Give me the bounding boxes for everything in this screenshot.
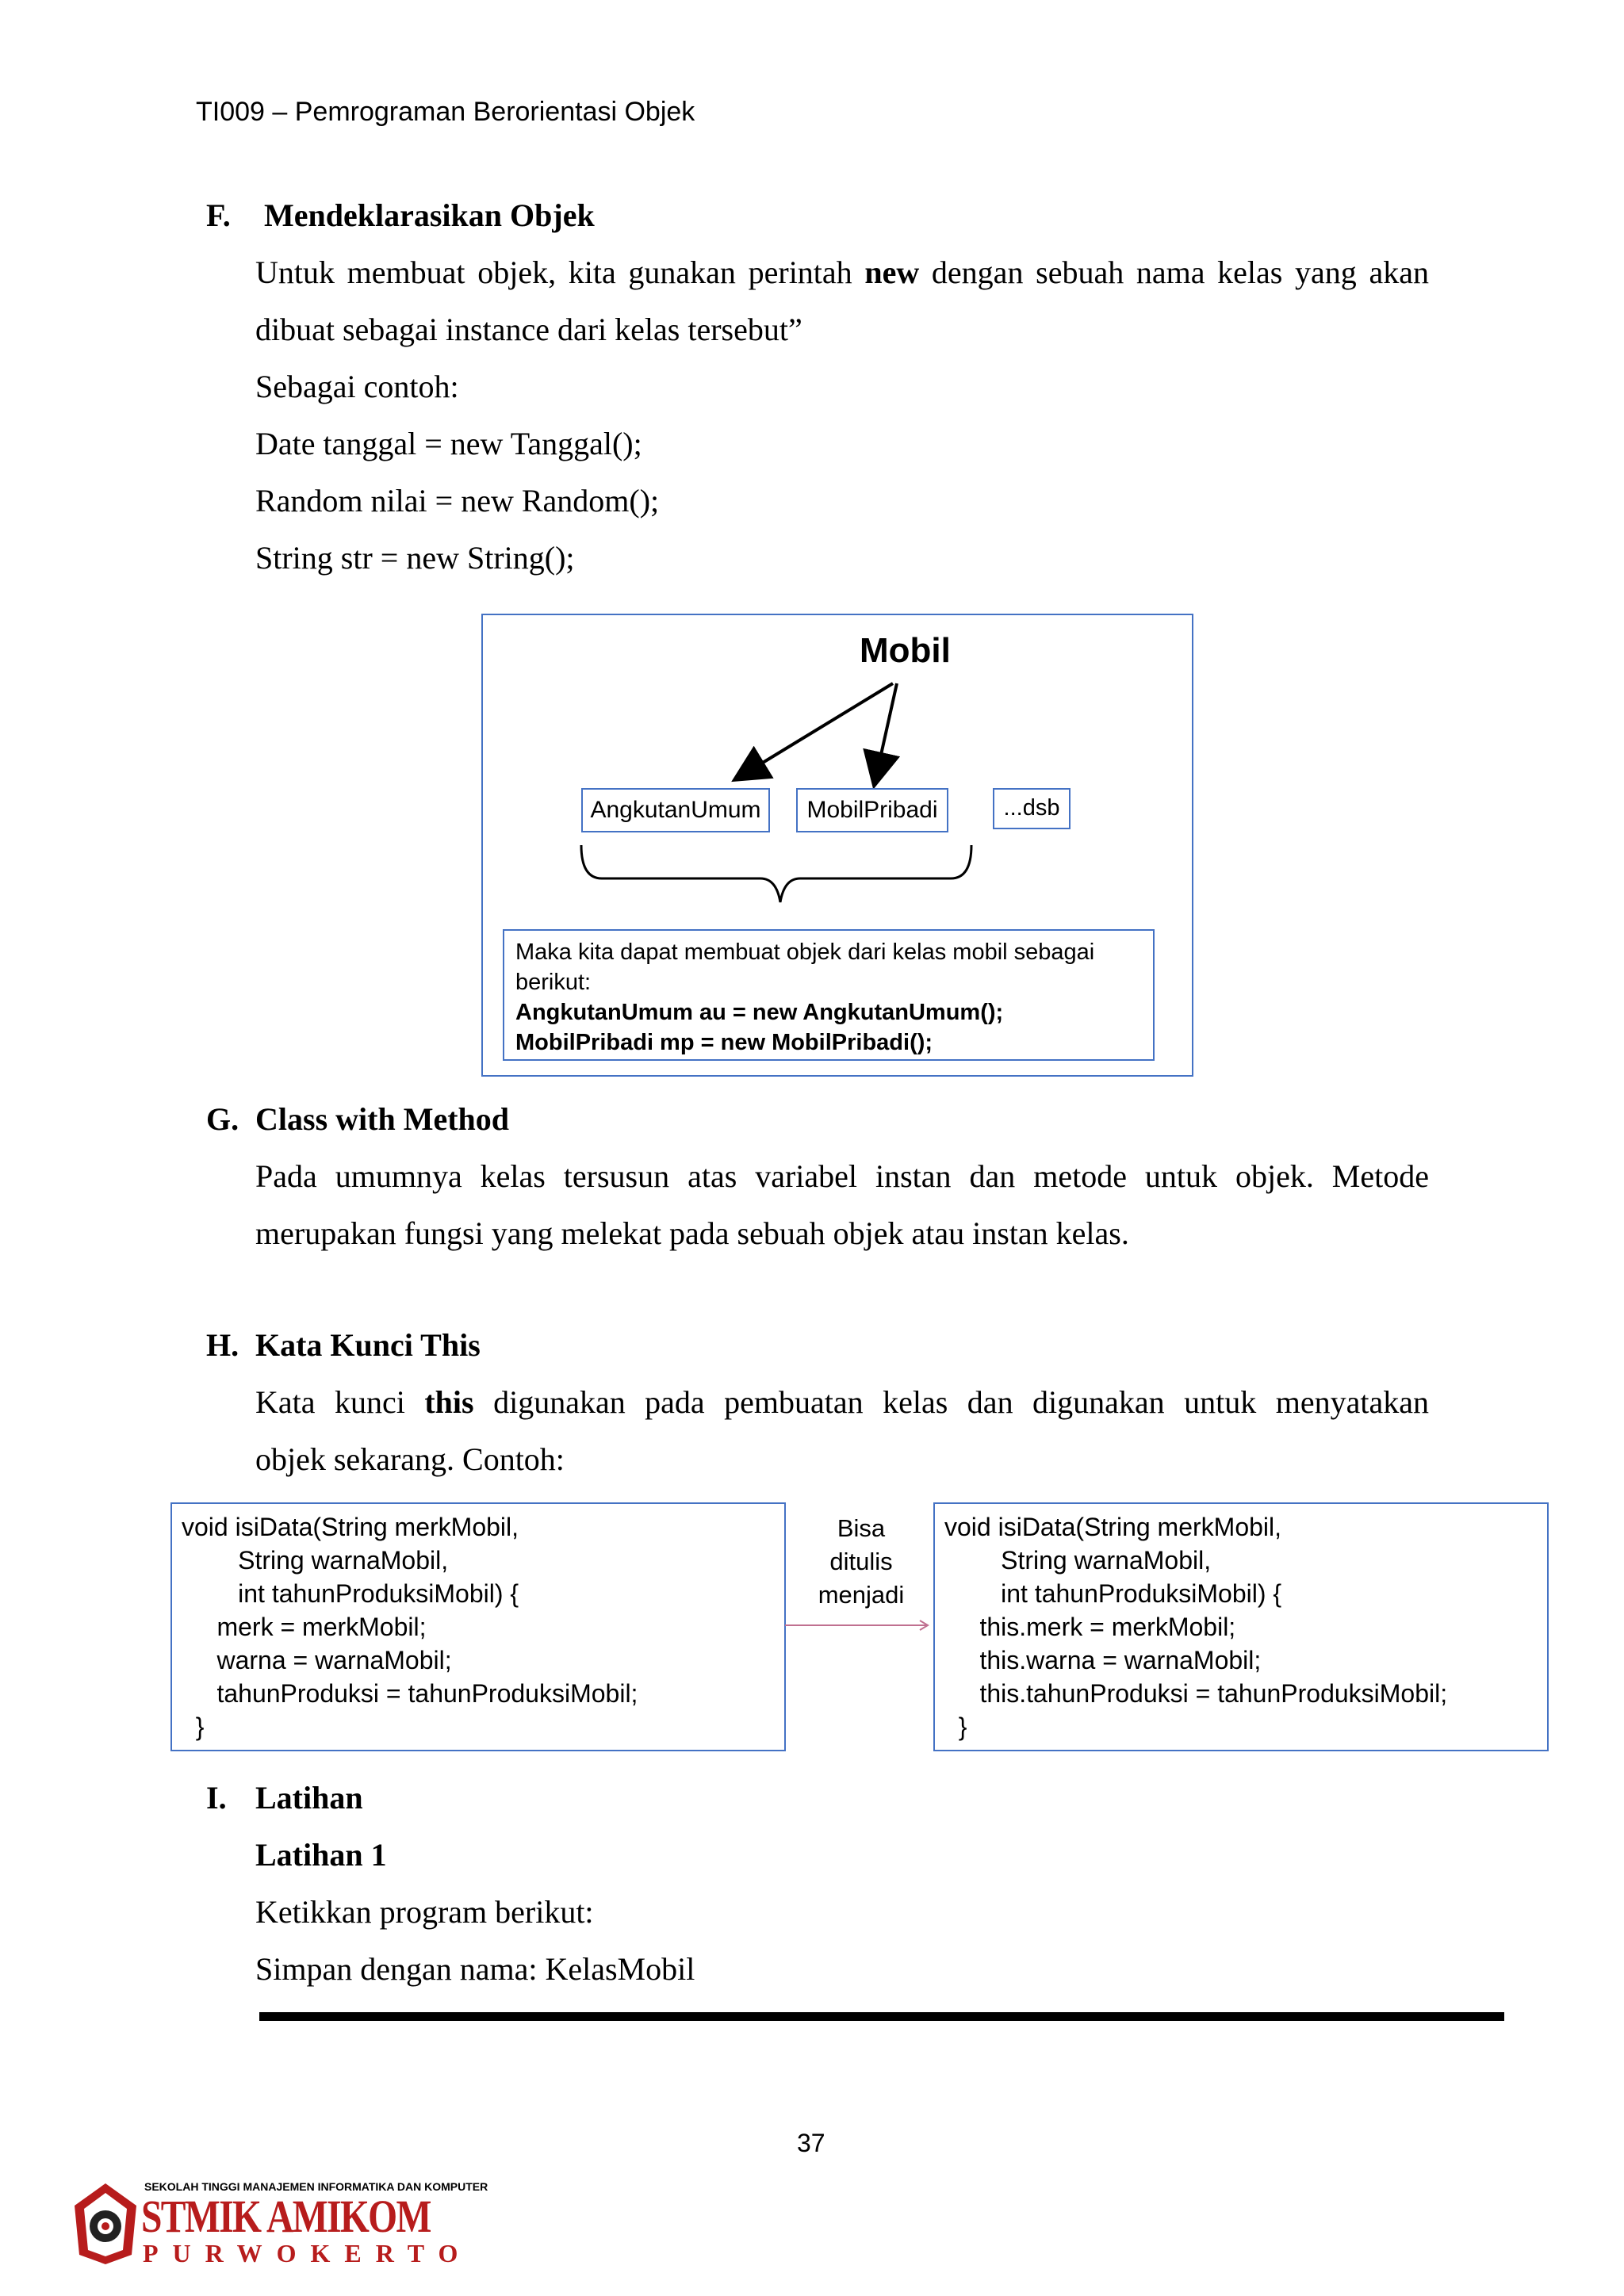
diagram-root-mobil: Mobil	[860, 631, 951, 670]
arrow-label-line: Bisa	[837, 1514, 886, 1542]
code-line: this.tahunProduksi = tahunProduksiMobil;	[944, 1679, 1448, 1708]
section-i-title: Latihan	[255, 1780, 363, 1816]
section-h-letter: H.	[206, 1327, 239, 1363]
class-diagram-frame	[481, 614, 1193, 1077]
note-line2: berikut:	[515, 970, 592, 995]
code-box-before	[170, 1502, 786, 1751]
section-h-text-a: Kata kunci	[255, 1384, 425, 1420]
logo-city: PURWOKERTO	[143, 2239, 473, 2267]
example-line: Random nilai = new Random();	[255, 483, 660, 519]
section-g-paragraph	[255, 1148, 1429, 1262]
keyword-this: this	[424, 1384, 474, 1420]
section-f-title: Mendeklarasikan Objek	[264, 197, 595, 233]
code-line: String warnaMobil,	[182, 1546, 449, 1575]
code-line: }	[944, 1712, 967, 1741]
section-g-line1: Pada umumnya kelas tersusun atas variabel instan dan metode untuk objek. Metode	[255, 1158, 1429, 1194]
arrow-label	[797, 1512, 925, 1612]
code-box-after	[933, 1502, 1549, 1751]
section-f-text-post: dengan sebuah nama kelas yang akan	[919, 254, 1429, 290]
arrow-to-mobilpribadi	[875, 683, 897, 783]
diagram-node-angkutanumum: AngkutanUmum	[581, 788, 770, 832]
section-f-line1	[255, 244, 1429, 301]
section-f-line2: dibuat sebagai instance dari kelas tersebut”	[255, 312, 802, 347]
right-arrow-icon	[785, 1617, 936, 1633]
example-line: String str = new String();	[255, 540, 575, 576]
section-h-text-b: digunakan pada pembuatan kelas dan digunakan untuk menyatakan	[473, 1384, 1429, 1420]
section-f-text-pre: Untuk membuat objek, kita gunakan perintah	[255, 254, 865, 290]
code-line: void isiData(String merkMobil,	[944, 1513, 1282, 1541]
logo-subtitle: SEKOLAH TINGGI MANAJEMEN INFORMATIKA DAN KOMPUTER	[144, 2180, 488, 2193]
section-g-line2: merupakan fungsi yang melekat pada sebuah objek atau instan kelas.	[255, 1215, 1129, 1251]
note-code1: AngkutanUmum au = new AngkutanUmum();	[515, 1000, 1004, 1025]
section-f-example-label: Sebagai contoh:	[255, 369, 459, 404]
logo-title: STMIK AMIKOM	[141, 2191, 431, 2242]
arrow-label-line: menjadi	[818, 1581, 905, 1609]
code-line: int tahunProduksiMobil) {	[944, 1579, 1282, 1608]
section-h-line2: objek sekarang. Contoh:	[255, 1441, 565, 1477]
code-after	[944, 1510, 1447, 1743]
note-code2: MobilPribadi mp = new MobilPribadi();	[515, 1030, 933, 1055]
section-f-letter: F.	[206, 197, 231, 233]
code-line: merk = merkMobil;	[182, 1613, 427, 1641]
page-header-title: TI009 – Pemrograman Berorientasi Objek	[196, 97, 695, 127]
note-line1: Maka kita dapat membuat objek dari kelas mobil sebagai	[515, 939, 1095, 965]
code-before	[182, 1510, 638, 1743]
code-line: }	[182, 1712, 205, 1741]
diagram-node-mobilpribadi: MobilPribadi	[796, 788, 948, 832]
section-g-title: Class with Method	[255, 1101, 510, 1137]
section-i-subtitle: Latihan 1	[255, 1837, 387, 1873]
section-i-line1: Ketikkan program berikut:	[255, 1894, 594, 1930]
curly-brace	[581, 845, 971, 902]
code-line: this.warna = warnaMobil;	[944, 1646, 1262, 1674]
section-h-title: Kata Kunci This	[255, 1327, 481, 1363]
example-line: Date tanggal = new Tanggal();	[255, 426, 642, 461]
code-line: this.merk = merkMobil;	[944, 1613, 1236, 1641]
section-h-line1	[255, 1374, 1429, 1431]
code-line: int tahunProduksiMobil) {	[182, 1579, 519, 1608]
section-h-paragraph	[255, 1374, 1429, 1488]
horizontal-rule	[259, 2012, 1504, 2021]
arrow-to-angkutan	[737, 683, 893, 779]
section-i-line2: Simpan dengan nama: KelasMobil	[255, 1951, 695, 1987]
code-line: void isiData(String merkMobil,	[182, 1513, 519, 1541]
diagram-note-box	[503, 929, 1155, 1061]
code-line: String warnaMobil,	[944, 1546, 1212, 1575]
code-line: tahunProduksi = tahunProduksiMobil;	[182, 1679, 638, 1708]
code-line: warna = warnaMobil;	[182, 1646, 452, 1674]
section-i-letter: I.	[206, 1780, 227, 1816]
stmik-seal-icon	[73, 2182, 138, 2266]
section-f-paragraph	[255, 244, 1429, 587]
keyword-new: new	[864, 254, 920, 290]
page-number: 37	[797, 2129, 825, 2157]
diagram-node-dsb: ...dsb	[993, 788, 1071, 829]
arrow-label-line: ditulis	[829, 1548, 893, 1575]
section-g-letter: G.	[206, 1101, 239, 1137]
